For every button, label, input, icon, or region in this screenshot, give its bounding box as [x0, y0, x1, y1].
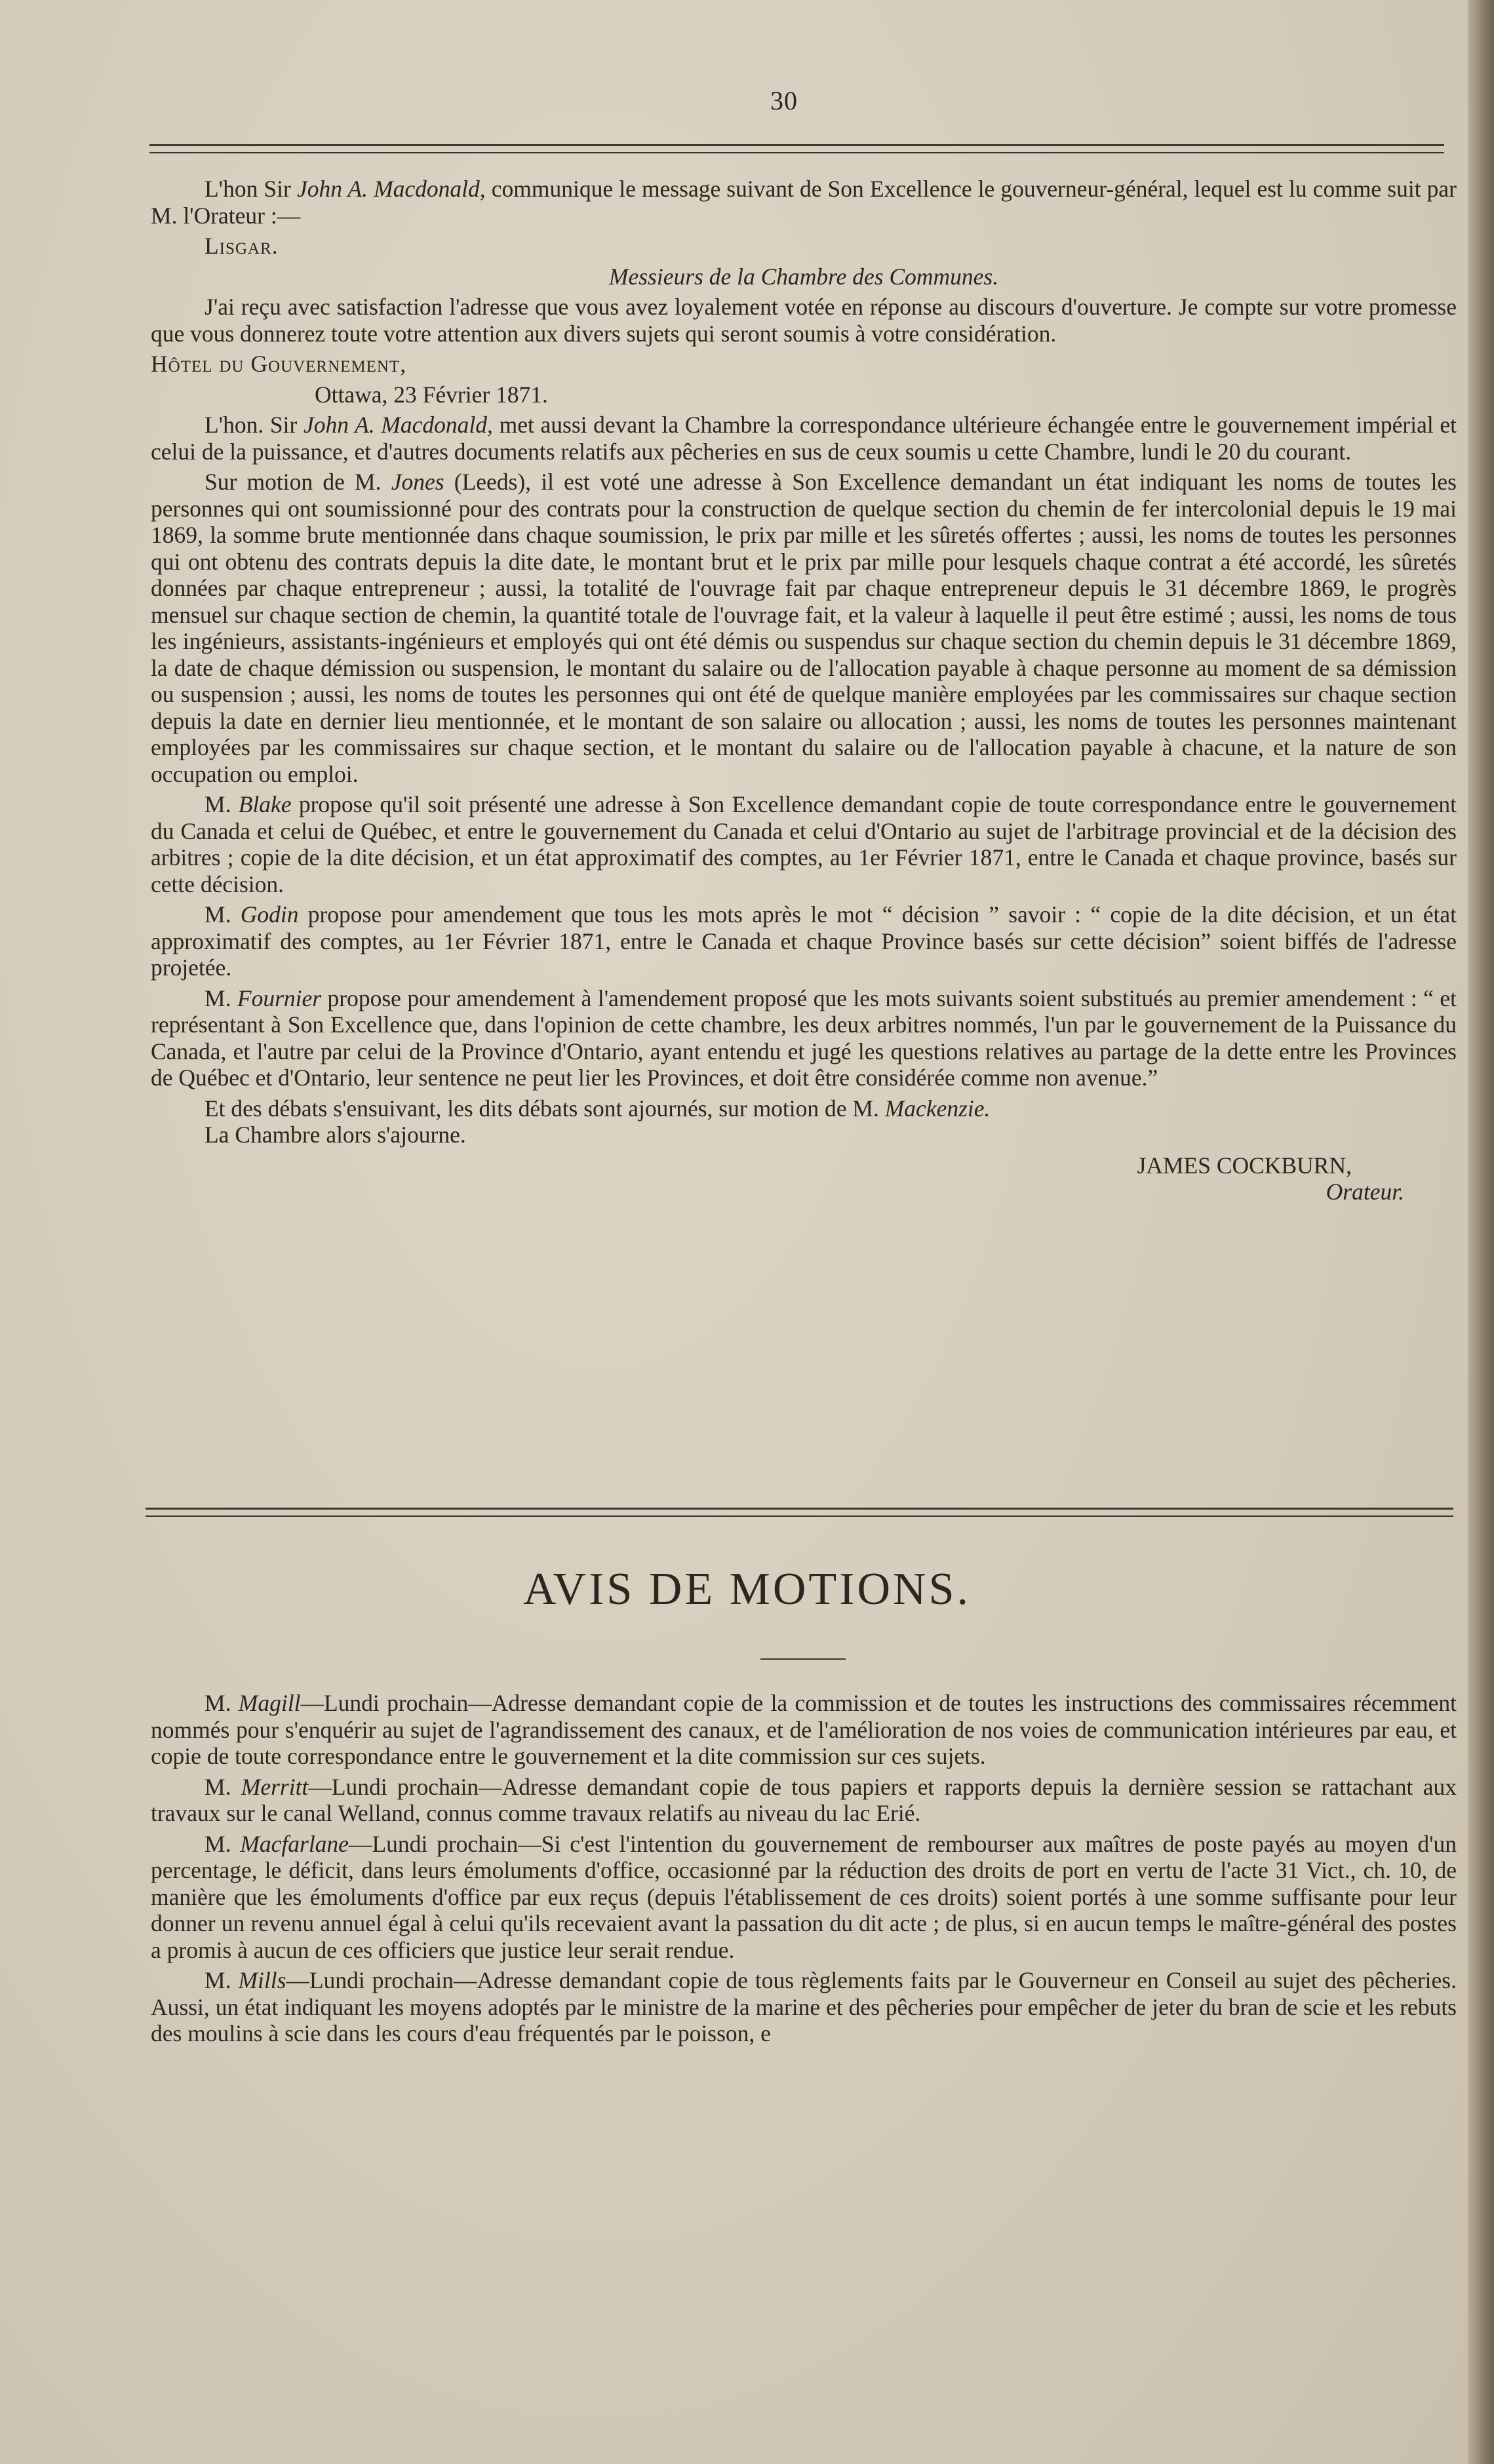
notice-merritt: M. Merritt—Lundi prochain—Adresse demandant copie de tous papiers et rapports depuis la dernière session se rattachant aux travaux sur le canal Welland, connus comme travaux relatifs au niveau du lac Erié. [151, 1773, 1457, 1826]
blake-motion: M. Blake propose qu'il soit présenté une adresse à Son Excellence demandant copie de toute correspondance entre le gouvernement du Canada et celui de Québec, et entre le gouvernement du Canada et celui d'Ontario au sujet de l'arbitrage provincial et de la décision des arbitres ; copie de la dite décision, et un état approximatif des comptes, au 1er Février 1871, entre le Canada et chaque province, basés sur cette décision. [151, 791, 1457, 897]
notices-section [151, 1690, 1457, 2051]
page-number: 30 [770, 86, 798, 115]
notices-heading: AVIS DE MOTIONS. [522, 1564, 972, 1614]
message-text: J'ai reçu avec satisfaction l'adresse que vous avez loyalement votée en réponse au discours d'ouverture. Je compte sur votre promesse que vous donnerez toute votre attention aux divers sujets qui seront soumis à votre considération. [151, 294, 1457, 347]
speaker-title: Orateur. [1326, 1179, 1404, 1205]
notice-mills: M. Mills—Lundi prochain—Adresse demandant copie de tous règlements faits par le Gouverneur en Conseil au sujet des pêcheries. Aussi, un état indiquant les moyens adoptés par le ministre de la marine et des pêcheries pour empêcher de jeter du bran de scie et les rebuts des moulins à scie dans les cours d'eau fréquentés par le poisson, e [151, 1967, 1457, 2046]
heading-underline [760, 1658, 846, 1660]
journal-section [151, 176, 1457, 1209]
message-intro: L'hon Sir John A. Macdonald, communique le message suivant de Son Excellence le gouverneur-général, lequel est lu comme suit par M. l'Orateur :— [151, 176, 1457, 229]
notice-magill: M. Magill—Lundi prochain—Adresse demandant copie de la commission et de toutes les instructions des commissaires récemment nommés pour s'enquérir au sujet de l'agrandissement des canaux, et de l'amélioration de nos voies de communication intérieures par eau, et copie de toute correspondance entre le gouvernement et la dite commission sur ces sujets. [151, 1690, 1457, 1769]
notice-macfarlane: M. Macfarlane—Lundi prochain—Si c'est l'intention du gouvernement de rembourser aux maîtres de poste payés au moyen d'un percentage, le déficit, dans leurs émoluments d'office, occasionné par la réduction des droits de port en vertu de l'acte 31 Vict., ch. 10, de manière que les émoluments d'office par eux reçus (depuis l'établissement de ces droits) soient portés à une somme suffisante pour leur donner un revenu annuel égal à celui qu'ils recevaient avant la passation du dit acte ; de plus, si en aucun temps le maître-général des postes a promis à aucun de ces officiers que justice leur serait rendue. [151, 1830, 1457, 1963]
book-spine-edge [1468, 0, 1494, 2464]
message-salutation: Messieurs de la Chambre des Communes. [608, 263, 999, 290]
section-rule [146, 1508, 1453, 1517]
jones-motion: Sur motion de M. Jones (Leeds), il est voté une adresse à Son Excellence demandant un état indiquant les noms de toutes les personnes qui ont soumissionné pour des contrats pour la construction de quelque section du chemin de fer intercolonial depuis le 19 mai 1869, la somme brute mentionnée dans chaque soumission, le prix par mille et les sûretés offertes ; aussi, les noms de toutes les personnes qui ont obtenu des contrats depuis la dite date, le montant brut et le prix par mille pour lesquels chaque contrat a été accordé, les sûretés données par chaque entrepreneur ; aussi, la totalité de l'ouvrage fait par chaque entrepreneur depuis le 31 décembre 1869, le progrès mensuel sur chaque section de chemin, la quantité totale de l'ouvrage fait, et la valeur à laquelle il peut être estimé ; aussi, les noms de tous les ingénieurs, assistants-ingénieurs et employés qui ont été démis ou suspendus sur chaque section du chemin depuis le 31 décembre 1869, la date de chaque démission ou suspension, le montant du salaire ou de l'allocation payable à chaque personne au moment de sa démission ou suspension ; aussi, les noms de toutes les personnes qui ont été de quelque manière employées par les commissaires sur chaque section depuis la date en dernier lieu mentionnée, et le montant de son salaire ou allocation ; aussi, les noms de toutes les personnes maintenant employées par les commissaires sur chaque section, et le montant du salaire ou de l'allocation payable à chacune, et la nature de son occupation ou emploi. [151, 469, 1457, 787]
house-adjourns: La Chambre alors s'ajourne. [205, 1122, 466, 1148]
governor-signature: Lisgar. [205, 233, 279, 259]
fournier-amendment: M. Fournier propose pour amendement à l'amendement proposé que les mots suivants soient substitués au premier amendement : “ et représentant à Son Excellence que, dans l'opinion de cette chambre, les deux arbitres nommés, l'un par le gouvernement de la Puissance du Canada, et l'autre par celui de la Province d'Ontario, ayant entendu et jugé les questions relatives au partage de la dette entre les Provinces de Québec et d'Ontario, leur sentence ne peut lier les Provinces, et doit être considérée comme non avenue.” [151, 985, 1457, 1091]
speaker-name: JAMES COCKBURN, [1137, 1152, 1352, 1179]
header-rule [149, 144, 1444, 153]
message-date: Ottawa, 23 Février 1871. [315, 381, 548, 408]
godin-amendment: M. Godin propose pour amendement que tous les mots après le mot “ décision ” savoir : “ copie de la dite décision, et un état approximatif des comptes, au 1er Février 1871, entre le Canada et chaque Province basés sur cette décision” soient biffés de l'adresse projetée. [151, 901, 1457, 981]
correspondence-paragraph: L'hon. Sir John A. Macdonald, met aussi devant la Chambre la correspondance ultérieure échangée entre le gouvernement impérial et celui de la puissance, et d'autres documents relatifs aux pêcheries en sus de ceux soumis u cette Chambre, lundi le 20 du courant. [151, 412, 1457, 465]
message-place: Hôtel du Gouvernement, [151, 351, 407, 377]
debate-adjourned: Et des débats s'ensuivant, les dits débats sont ajournés, sur motion de M. Mackenzie. [205, 1095, 991, 1122]
